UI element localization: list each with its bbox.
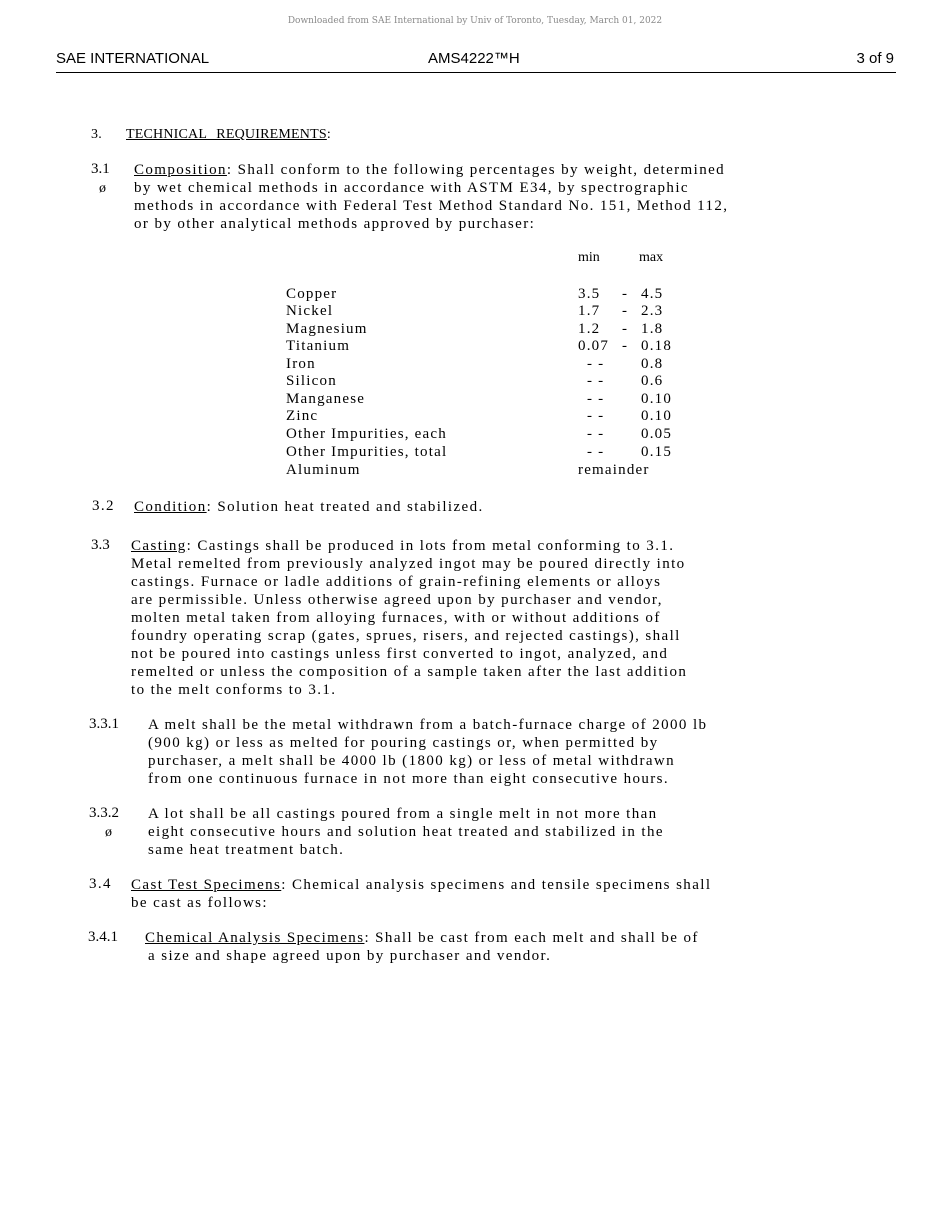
section-3-3-line: castings. Furnace or ladle additions of grain-refining elements or alloys <box>131 574 662 590</box>
composition-max: 1.8 <box>641 321 664 337</box>
header-doc-number: AMS4222™H <box>428 50 520 67</box>
section-3-1-line: or by other analytical methods approved by purchaser: <box>134 216 536 232</box>
composition-min: - - <box>587 444 605 460</box>
section-3-1-number: 3.1 <box>91 161 110 177</box>
section-3-3-line: Metal remelted from previously analyzed ingot may be poured directly into <box>131 556 686 572</box>
section-3-3-paragraph <box>131 537 687 699</box>
section-3-2-title: Condition <box>134 499 207 515</box>
composition-min: - - <box>587 356 605 372</box>
composition-element: Zinc <box>286 408 319 424</box>
composition-min: 0.07 <box>578 338 610 354</box>
section-3-4-1-number: 3.4.1 <box>88 929 118 945</box>
composition-min: 1.7 <box>578 303 601 319</box>
section-3-1-title: Composition <box>134 162 227 178</box>
col-header-min: min <box>578 250 600 265</box>
header-rule <box>56 72 896 73</box>
composition-range-separator: - <box>622 286 627 302</box>
section-3-4-1-paragraph <box>145 929 699 965</box>
composition-min: 1.2 <box>578 321 601 337</box>
section-3-3-2-number: 3.3.2 <box>89 805 119 821</box>
section-3-3-line: to the melt conforms to 3.1. <box>131 682 337 698</box>
section-3-4-title: Cast Test Specimens <box>131 877 282 893</box>
composition-max: 0.10 <box>641 391 673 407</box>
section-3-4-line: be cast as follows: <box>131 895 268 911</box>
section-3-3-2-revision-marker: ø <box>105 825 112 840</box>
composition-element: Titanium <box>286 338 351 354</box>
section-3-3-1-paragraph <box>148 716 707 788</box>
section-3-1-line: methods in accordance with Federal Test Method Standard No. 151, Method 112, <box>134 198 729 214</box>
section-3-3-line: foundry operating scrap (gates, sprues, risers, and rejected castings), shall <box>131 628 681 644</box>
composition-element: Magnesium <box>286 321 368 337</box>
section-3-4-first-line <box>131 876 711 894</box>
section-3-4-1-first-line <box>145 929 699 947</box>
section-3-3-number: 3.3 <box>91 537 110 553</box>
section-3-2-paragraph <box>134 498 484 516</box>
composition-max: 0.10 <box>641 408 673 424</box>
composition-min: - - <box>587 391 605 407</box>
composition-range-separator: - <box>622 338 627 354</box>
composition-element: Copper <box>286 286 338 302</box>
composition-element: Aluminum <box>286 462 361 478</box>
section-3-1-lead-text: : Shall conform to the following percentages by weight, determined <box>226 162 726 178</box>
section-3-heading <box>126 127 331 143</box>
section-3-title: TECHNICAL REQUIREMENTS <box>126 127 327 142</box>
composition-element: Other Impurities, each <box>286 426 447 442</box>
section-3-1-line: by wet chemical methods in accordance with ASTM E34, by spectrographic <box>134 180 689 196</box>
composition-min: 3.5 <box>578 286 601 302</box>
composition-max: 0.15 <box>641 444 673 460</box>
section-3-3-1-number: 3.3.1 <box>89 716 119 732</box>
composition-max: 0.05 <box>641 426 673 442</box>
composition-element: Other Impurities, total <box>286 444 448 460</box>
composition-max: 0.8 <box>641 356 664 372</box>
section-3-title-suffix: : <box>326 127 331 142</box>
header-publisher: SAE INTERNATIONAL <box>56 50 210 67</box>
section-3-3-2-paragraph <box>148 805 664 859</box>
section-3-4-1-line: a size and shape agreed upon by purchaser and vendor. <box>148 948 552 964</box>
section-3-3-lead-text: : Castings shall be produced in lots from metal conforming to 3.1. <box>186 538 675 554</box>
section-3-3-line: molten metal taken from alloying furnaces, with or without additions of <box>131 610 661 626</box>
section-3-4-paragraph <box>131 876 711 912</box>
section-3-4-lead-text: : Chemical analysis specimens and tensile specimens shall <box>281 877 712 893</box>
composition-min: - - <box>587 426 605 442</box>
composition-min: - - <box>587 373 605 389</box>
section-3-3-line: not be poured into castings unless first converted to ingot, analyzed, and <box>131 646 669 662</box>
section-3-3-1-line: A melt shall be the metal withdrawn from a batch-furnace charge of 2000 lb <box>148 717 708 733</box>
section-3-3-2-line: A lot shall be all castings poured from a single melt in not more than <box>148 806 658 822</box>
section-3-3-2-line: eight consecutive hours and solution heat treated and stabilized in the <box>148 824 664 840</box>
section-3-1-paragraph <box>134 161 728 233</box>
col-header-max: max <box>639 250 664 265</box>
section-3-3-1-line: from one continuous furnace in not more than eight consecutive hours. <box>148 771 670 787</box>
download-watermark: Downloaded from SAE International by Univ of Toronto, Tuesday, March 01, 2022 <box>287 16 663 26</box>
composition-range-separator: - <box>622 303 627 319</box>
composition-range-separator: - <box>622 321 627 337</box>
section-3-2-lead-text: : Solution heat treated and stabilized. <box>206 499 484 515</box>
section-3-1-revision-marker: ø <box>99 181 106 196</box>
composition-min: - - <box>587 408 605 424</box>
section-3-3-2-line: same heat treatment batch. <box>148 842 345 858</box>
section-3-3-line: remelted or unless the composition of a sample taken after the last addition <box>131 664 688 680</box>
section-3-3-first-line <box>131 537 687 555</box>
section-3-2-number: 3.2 <box>92 498 115 514</box>
section-3-3-1-line: purchaser, a melt shall be 4000 lb (1800 kg) or less of metal withdrawn <box>148 753 676 769</box>
section-3-4-1-title: Chemical Analysis Specimens <box>145 930 365 946</box>
section-3-1-first-line <box>134 161 728 179</box>
composition-element: Silicon <box>286 373 337 389</box>
section-3-3-1-line: (900 kg) or less as melted for pouring castings or, when permitted by <box>148 735 659 751</box>
composition-element: Iron <box>286 356 316 372</box>
section-3-4-number: 3.4 <box>89 876 112 892</box>
composition-max: 0.6 <box>641 373 664 389</box>
composition-max: 4.5 <box>641 286 664 302</box>
section-3-3-line: are permissible. Unless otherwise agreed upon by purchaser and vendor, <box>131 592 663 608</box>
section-3-2-first-line <box>134 498 484 516</box>
section-3-number: 3. <box>91 127 102 142</box>
header-page-number: 3 of 9 <box>856 50 894 67</box>
composition-max: 2.3 <box>641 303 664 319</box>
section-3-3-title: Casting <box>131 538 187 554</box>
composition-min: remainder <box>578 462 650 478</box>
section-3-4-1-lead-text: : Shall be cast from each melt and shall be of <box>364 930 699 946</box>
composition-max: 0.18 <box>641 338 673 354</box>
composition-element: Manganese <box>286 391 366 407</box>
composition-element: Nickel <box>286 303 334 319</box>
